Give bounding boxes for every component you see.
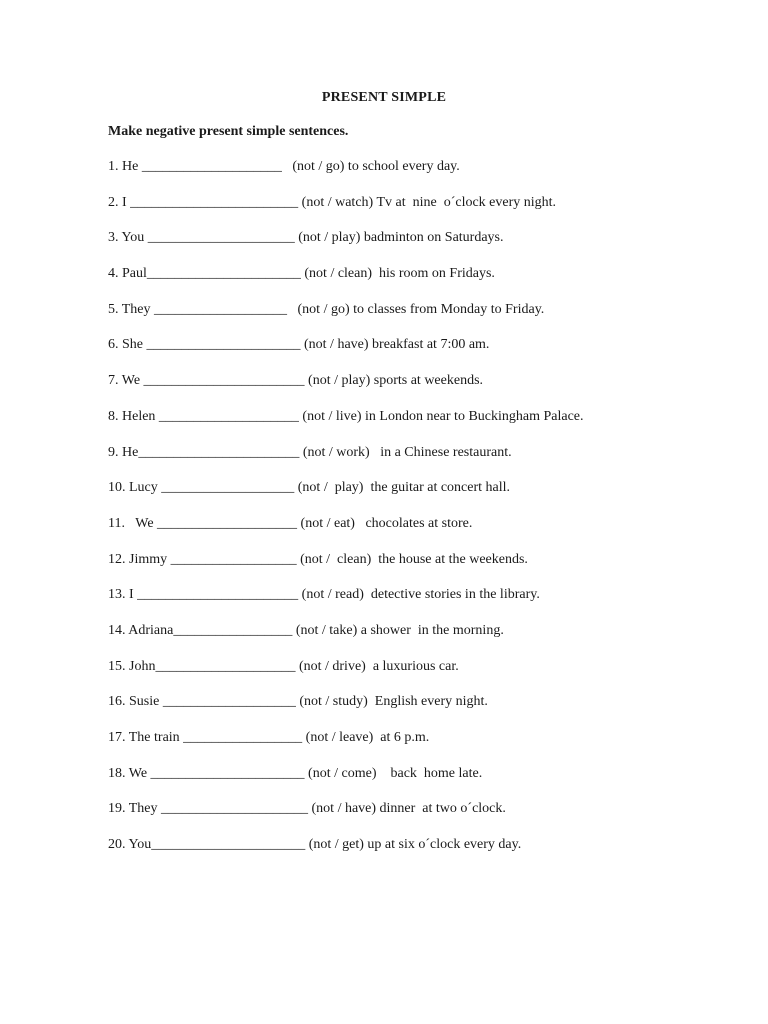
worksheet-title: PRESENT SIMPLE: [321, 90, 447, 105]
exercise-list: [108, 158, 728, 872]
exercise-item: 19. They _____________________ (not / have) dinner at two o´clock.: [108, 801, 506, 817]
exercise-item: 9. He_______________________ (not / work) in a Chinese restaurant.: [108, 444, 512, 460]
exercise-item: 11. We ____________________ (not / eat) chocolates at store.: [108, 515, 473, 531]
exercise-item: 6. She ______________________ (not / have) breakfast at 7:00 am.: [108, 337, 490, 353]
exercise-item: 17. The train _________________ (not / leave) at 6 p.m.: [108, 730, 430, 745]
exercise-item: 4. Paul______________________ (not / clean) his room on Fridays.: [108, 266, 495, 282]
exercise-item: 13. I _______________________ (not / read) detective stories in the library.: [108, 587, 540, 603]
exercise-item: 16. Susie ___________________ (not / study) English every night.: [108, 694, 488, 710]
exercise-item: 7. We _______________________ (not / play) sports at weekends.: [108, 373, 484, 389]
exercise-item: 10. Lucy ___________________ (not / play) the guitar at concert hall.: [108, 480, 511, 496]
exercise-item: 2. I ________________________ (not / watch) Tv at nine o´clock every night.: [108, 194, 557, 210]
exercise-item: 15. John____________________ (not / drive) a luxurious car.: [108, 658, 459, 674]
exercise-item: 1. He ____________________ (not / go) to school every day.: [108, 159, 460, 174]
exercise-item: 12. Jimmy __________________ (not / clean) the house at the weekends.: [108, 551, 528, 567]
exercise-item: 18. We ______________________ (not / come) back home late.: [108, 765, 483, 781]
worksheet-instruction: Make negative present simple sentences.: [108, 124, 349, 139]
exercise-item: 8. Helen ____________________ (not / live) in London near to Buckingham Palace.: [108, 408, 584, 424]
exercise-item: 14. Adriana_________________ (not / take) a shower in the morning.: [108, 622, 504, 638]
exercise-item: 5. They ___________________ (not / go) to classes from Monday to Friday.: [108, 301, 545, 317]
exercise-item: 20. You______________________ (not / get) up at six o´clock every day.: [108, 837, 522, 853]
exercise-item: 3. You _____________________ (not / play) badminton on Saturdays.: [108, 230, 504, 246]
